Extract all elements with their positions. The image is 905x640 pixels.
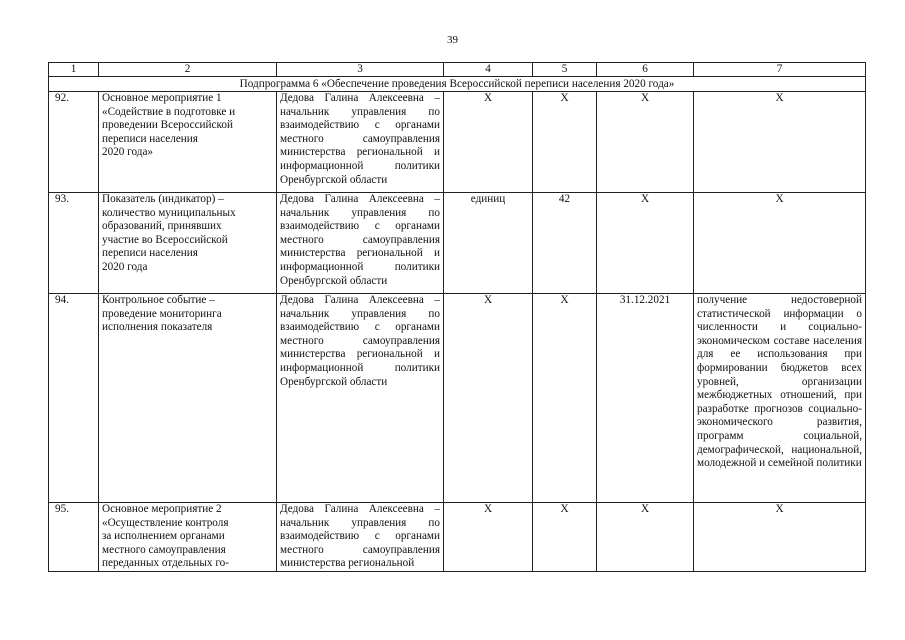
row-result: X <box>694 503 866 572</box>
row-value: X <box>533 294 597 503</box>
table-row <box>49 92 866 193</box>
row-date: X <box>597 92 694 193</box>
header-cell-5: 5 <box>533 63 597 77</box>
header-cell-6: 6 <box>597 63 694 77</box>
row-name: Основное мероприятие 2 «Осуществление контроля за исполнением органами местного самоуправления переданных отдельных го- <box>99 503 277 572</box>
row-number: 95. <box>49 503 99 572</box>
row-responsible: Дедова Галина Алексеевна – начальник управления по взаимодействию с органами местного самоуправления министерства региональной и информационной политики Оренбургской области <box>277 294 444 503</box>
row-unit: X <box>444 294 533 503</box>
row-responsible: Дедова Галина Алексеевна – начальник управления по взаимодействию с органами местного самоуправления министерства региональной <box>277 503 444 572</box>
row-name: Контрольное событие – проведение мониторинга исполнения показателя <box>99 294 277 503</box>
row-number: 94. <box>49 294 99 503</box>
header-row <box>49 63 866 77</box>
header-cell-1: 1 <box>49 63 99 77</box>
page-number: 39 <box>447 34 458 46</box>
row-number: 92. <box>49 92 99 193</box>
row-name: Показатель (индикатор) – количество муниципальных образований, принявших участие во Всероссийской переписи населения 2020 года <box>99 193 277 294</box>
row-result: получение недостоверной статистической информации о численности и социально-экономическом составе населения для ее использования при формировании бюджетов всех уровней, организации межбюджетных отношений, при разработке прогнозов социально-экономического развития, программ социальной, демографической, национальной, молодежной и семейной политики <box>694 294 866 503</box>
row-result: X <box>694 92 866 193</box>
row-responsible: Дедова Галина Алексеевна – начальник управления по взаимодействию с органами местного самоуправления министерства региональной и информационной политики Оренбургской области <box>277 193 444 294</box>
table-row <box>49 503 866 572</box>
row-date: X <box>597 503 694 572</box>
header-cell-3: 3 <box>277 63 444 77</box>
row-result: X <box>694 193 866 294</box>
program-table <box>48 62 866 572</box>
subprogram-row <box>49 77 866 92</box>
row-name: Основное мероприятие 1 «Содействие в подготовке и проведении Всероссийской переписи населения 2020 года» <box>99 92 277 193</box>
row-unit: X <box>444 92 533 193</box>
header-cell-2: 2 <box>99 63 277 77</box>
row-unit: единиц <box>444 193 533 294</box>
subprogram-title: Подпрограмма 6 «Обеспечение проведения Всероссийской переписи населения 2020 года» <box>49 77 866 92</box>
table-row <box>49 193 866 294</box>
table-row <box>49 294 866 503</box>
header-cell-7: 7 <box>694 63 866 77</box>
row-value: X <box>533 503 597 572</box>
row-date: X <box>597 193 694 294</box>
row-value: X <box>533 92 597 193</box>
row-date: 31.12.2021 <box>597 294 694 503</box>
row-number: 93. <box>49 193 99 294</box>
header-cell-4: 4 <box>444 63 533 77</box>
row-unit: X <box>444 503 533 572</box>
row-value: 42 <box>533 193 597 294</box>
row-responsible: Дедова Галина Алексеевна – начальник управления по взаимодействию с органами местного самоуправления министерства региональной и информационной политики Оренбургской области <box>277 92 444 193</box>
